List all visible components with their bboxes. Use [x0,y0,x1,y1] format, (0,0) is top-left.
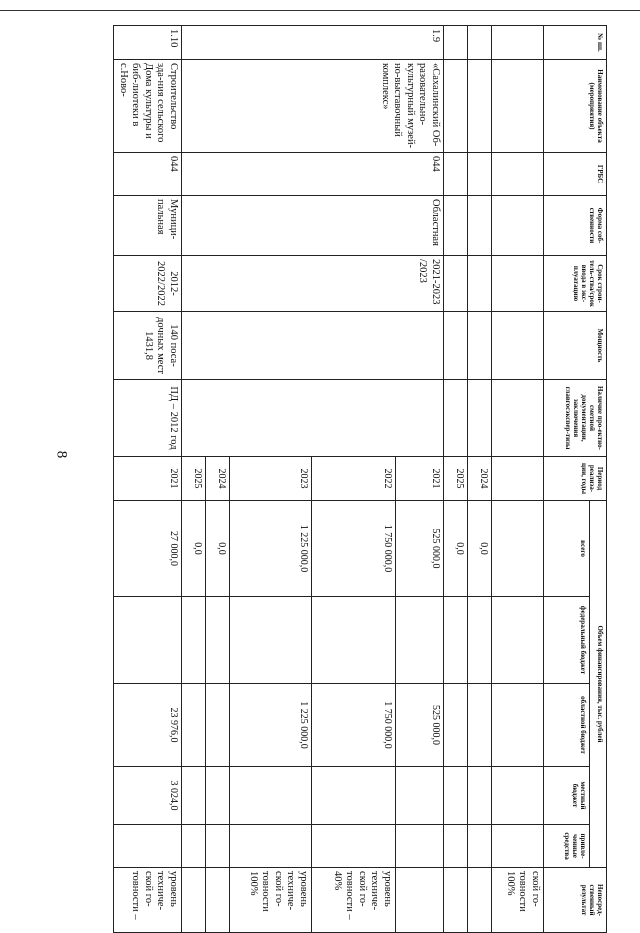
local-cell: 3 024,0 [114,767,182,825]
header-name: Наименование объекта (мероприятия) [544,60,607,153]
object-name: Строительство зда-ния сельского Дома культуры и биб-лиотеки в с.Ново- [114,60,182,153]
header-funding: Объем финансирования, тыс. рублей [590,501,607,868]
rotated-table-wrapper [52,25,607,920]
header-total: всего [544,501,590,597]
table-row [114,26,182,933]
year-cell: 2022 [312,457,396,501]
table-row [396,26,444,933]
federal-cell [312,597,396,684]
other-cell [230,825,312,868]
regional-cell: 525 000,0 [396,684,444,767]
table-row [492,26,544,933]
header-ownership: Форма соб-ственности [544,196,607,256]
object-num: 1.10 [114,26,182,60]
object-grbs: 044 [114,153,182,196]
header-federal: федеральный бюджет [544,597,590,684]
total-cell: 1 750 000,0 [312,501,396,597]
page-number: 8 [53,450,70,459]
object-num: 1.9 [182,26,444,60]
object-ownership: Областная [182,196,444,256]
table-row [468,26,492,933]
regional-cell: 1 750 000,0 [312,684,396,767]
local-cell [230,767,312,825]
total-cell: 0,0 [468,501,492,597]
header-result: Непосред-ственный результат [544,868,607,933]
year-cell: 2025 [444,457,468,501]
year-cell: 2024 [206,457,230,501]
result-cell [396,868,444,933]
regional-cell: 1 225 000,0 [230,684,312,767]
total-cell: 27 000,0 [114,501,182,597]
year-cell: 2021 [396,457,444,501]
other-cell [396,825,444,868]
object-ownership: Муници-пальная [114,196,182,256]
table-row [444,26,468,933]
header-term: Срок строи-тель-ства/срок ввода в экс-плуатацию [544,256,607,312]
total-cell: 0,0 [206,501,230,597]
header-regional: областной бюджет [544,684,590,767]
total-cell: 0,0 [444,501,468,597]
object-name: «Сахалинский Об-разовательно-культурный музей-но-выставочный комплекс» [182,60,444,153]
header-num: № пп. [544,26,607,60]
regional-cell: 23 976,0 [114,684,182,767]
header-local: местный бюджет [544,767,590,825]
year-cell: 2021 [114,457,182,501]
other-cell [114,825,182,868]
local-cell [312,767,396,825]
result-cell: уровень техниче-ской го-товности – 40% [312,868,396,933]
federal-cell [396,597,444,684]
year-cell: 2023 [230,457,312,501]
result-cell: уровень техниче-ской го-товности 100% [230,868,312,933]
object-capacity [182,312,444,380]
local-cell [396,767,444,825]
result-cell: ской го-товности 100% [492,868,544,933]
result-cell: уровень техниче-ской го-товности – [114,868,182,933]
header-docs: Наличие про-ектно-сметной документации, заключения главгосэкспер-тизы [544,380,607,457]
object-docs: ПД – 2012 год [114,380,182,457]
federal-cell [114,597,182,684]
total-cell: 1 225 000,0 [230,501,312,597]
header-period: Период реализа-ции, годы [544,457,607,501]
header-capacity: Мощность [544,312,607,380]
top-rule [0,10,640,11]
object-grbs: 044 [182,153,444,196]
total-cell: 525 000,0 [396,501,444,597]
year-cell: 2024 [468,457,492,501]
object-capacity: 140 поса-дочных мест 1431,8 [114,312,182,380]
object-term: 2021-2023 /2023 [182,256,444,312]
header-grbs: ГРБС [544,153,607,196]
object-term: 2012-2022/2022 [114,256,182,312]
other-cell [312,825,396,868]
federal-cell [230,597,312,684]
financing-table [114,25,608,933]
header-other: привле-ченные средства [544,825,590,868]
total-cell: 0,0 [182,501,206,597]
year-cell: 2025 [182,457,206,501]
object-docs [182,380,444,457]
